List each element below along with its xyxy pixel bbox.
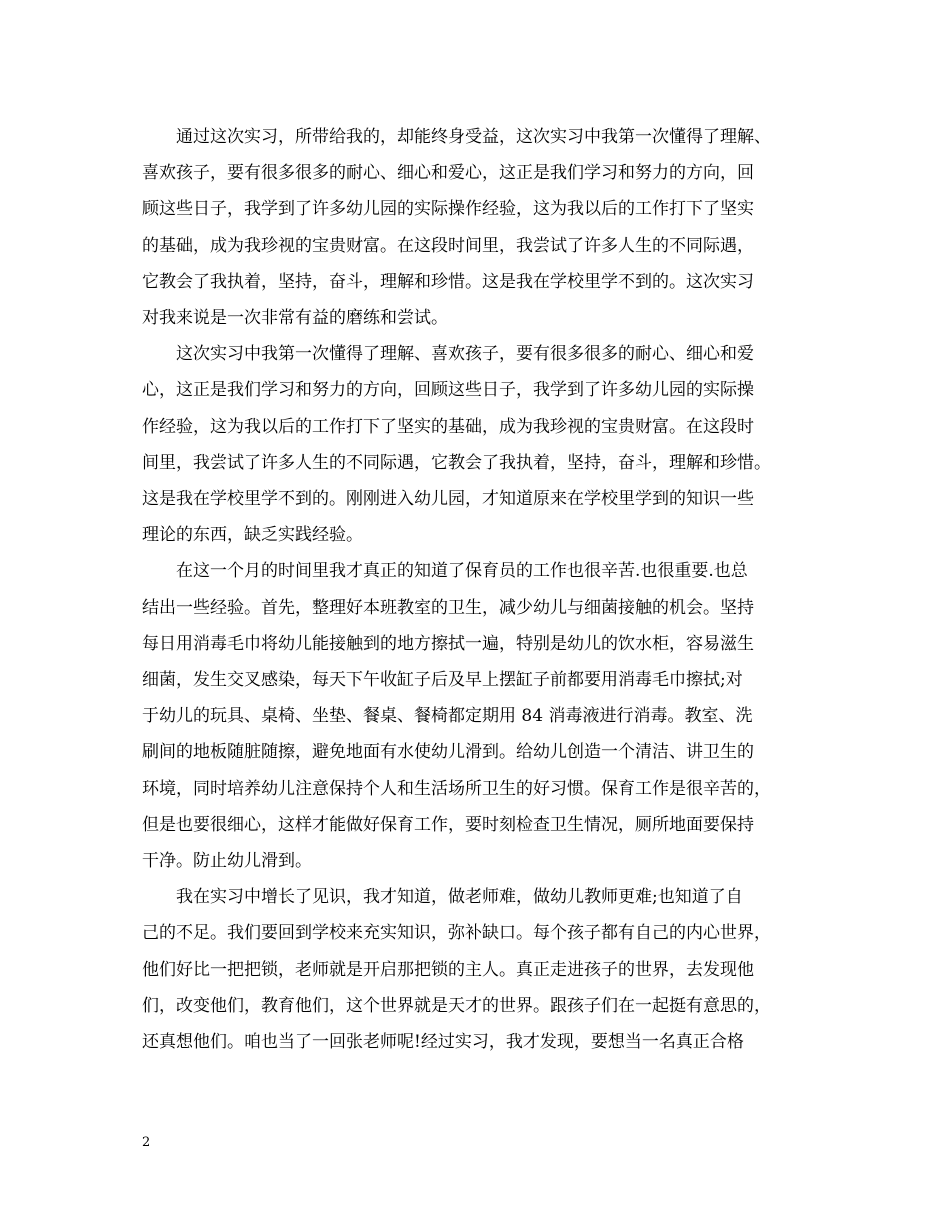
page-number: 2 xyxy=(142,1135,151,1150)
text-line: 喜欢孩子，要有很多很多的耐心、细心和爱心，这正是我们学习和努力的方向，回 xyxy=(142,163,754,183)
text-line: 但是也要很细心，这样才能做好保育工作，要时刻检查卫生情况，厕所地面要保持 xyxy=(142,815,754,835)
text-line: 己的不足。我们要回到学校来充实知识，弥补缺口。每个孩子都有自己的内心世界， xyxy=(142,923,771,943)
text-line: 通过这次实习，所带给我的，却能终身受益，这次实习中我第一次懂得了理解、 xyxy=(142,127,771,147)
text-line: 还真想他们。咱也当了一回张老师呢!经过实习，我才发现，要想当一名真正合格 xyxy=(142,1032,744,1052)
text-line: 这次实习中我第一次懂得了理解、喜欢孩子，要有很多很多的耐心、细心和爱 xyxy=(142,344,754,364)
text-line: 对我来说是一次非常有益的磨练和尝试。 xyxy=(142,308,448,328)
text-line: 环境，同时培养幼儿注意保持个人和生活场所卫生的好习惯。保育工作是很辛苦的， xyxy=(142,779,771,799)
text-line: 间里，我尝试了许多人生的不同际遇，它教会了我执着，坚持，奋斗，理解和珍惜。 xyxy=(142,453,771,473)
text-line: 们，改变他们，教育他们，这个世界就是天才的世界。跟孩子们在一起挺有意思的， xyxy=(142,996,771,1016)
text-line: 细菌，发生交叉感染，每天下午收缸子后及早上摆缸子前都要用消毒毛巾擦拭;对 xyxy=(142,670,743,690)
text-line: 这是我在学校里学不到的。刚刚进入幼儿园，才知道原来在学校里学到的知识一些 xyxy=(142,489,754,509)
text-line: 干净。防止幼儿滑到。 xyxy=(142,851,312,871)
text-line: 心，这正是我们学习和努力的方向，回顾这些日子，我学到了许多幼儿园的实际操 xyxy=(142,380,754,400)
text-line: 结出一些经验。首先，整理好本班教室的卫生，减少幼儿与细菌接触的机会。坚持 xyxy=(142,598,754,618)
text-line: 作经验，这为我以后的工作打下了坚实的基础，成为我珍视的宝贵财富。在这段时 xyxy=(142,417,754,437)
text-line: 的基础，成为我珍视的宝贵财富。在这段时间里，我尝试了许多人生的不同际遇， xyxy=(142,236,754,256)
text-line: 他们好比一把把锁，老师就是开启那把锁的主人。真正走进孩子的世界，去发现他 xyxy=(142,960,754,980)
text-line: 我在实习中增长了见识，我才知道，做老师难，做幼儿教师更难;也知道了自 xyxy=(142,887,743,907)
text-line: 顾这些日子，我学到了许多幼儿园的实际操作经验，这为我以后的工作打下了坚实 xyxy=(142,199,754,219)
text-line: 每日用消毒毛巾将幼儿能接触到的地方擦拭一遍，特别是幼儿的饮水柜，容易滋生 xyxy=(142,634,754,654)
text-line: 刷间的地板随脏随擦，避免地面有水使幼儿滑到。给幼儿创造一个清洁、讲卫生的 xyxy=(142,742,754,762)
text-line: 理论的东西，缺乏实践经验。 xyxy=(142,525,363,545)
text-line: 在这一个月的时间里我才真正的知道了保育员的工作也很辛苦.也很重要.也总 xyxy=(142,561,748,581)
text-line: 它教会了我执着，坚持，奋斗，理解和珍惜。这是我在学校里学不到的。这次实习 xyxy=(142,272,754,292)
text-line: 于幼儿的玩具、桌椅、坐垫、餐桌、餐椅都定期用 84 消毒液进行消毒。教室、洗 xyxy=(142,706,753,726)
